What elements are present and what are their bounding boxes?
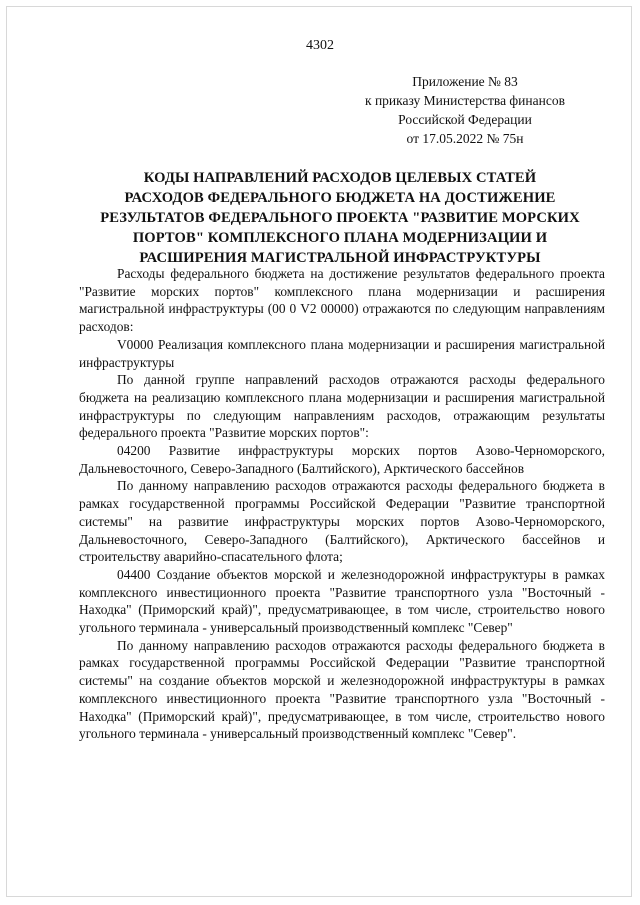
title-line: РАСШИРЕНИЯ МАГИСТРАЛЬНОЙ ИНФРАСТРУКТУРЫ [139, 250, 541, 266]
title-line: РАСХОДОВ ФЕДЕРАЛЬНОГО БЮДЖЕТА НА ДОСТИЖЕНИЕ [124, 190, 556, 206]
description-paragraph: По данному направлению расходов отражаются расходы федерального бюджета в рамках государственной программы Российской Федерации "Развитие транспортной системы" на создание объектов морской и железнодорожной инфраструктуры в рамках комплексного инвестиционного проекта "Развитие транспортного узла "Восточный - Находка" (Приморский край)", предусматривающее, в том числе, строительство нового угольного терминала - универсальный производственный комплекс "Север". [79, 637, 605, 742]
document-body [79, 265, 605, 743]
description-paragraph: По данному направлению расходов отражаются расходы федерального бюджета в рамках государственной программы Российской Федерации "Развитие транспортной системы" на развитие инфраструктуры морских портов Азово-Черноморского, Дальневосточного, Северо-Западного (Балтийского), Арктического бассейнов и строительству аварийно-спасательного флота; [79, 478, 605, 565]
title-line: КОДЫ НАПРАВЛЕНИЙ РАСХОДОВ ЦЕЛЕВЫХ СТАТЕЙ [143, 170, 537, 186]
appendix-line: Приложение № 83 [412, 74, 518, 89]
code-heading-04200: 04200 Развитие инфраструктуры морских портов Азово-Черноморского, Дальневосточного, Северо-Западного (Балтийского), Арктического бассейнов [79, 443, 605, 476]
title-line: ПОРТОВ" КОМПЛЕКСНОГО ПЛАНА МОДЕРНИЗАЦИИ И [132, 230, 548, 246]
appendix-line: Российской Федерации [398, 112, 532, 127]
intro-paragraph: Расходы федерального бюджета на достижение результатов федерального проекта "Развитие морских портов" комплексного плана модернизации и расширения магистральной инфраструктуры (00 0 V2 00000) отражаются по следующим направлениям расходов: [79, 266, 605, 335]
appendix-block [330, 72, 600, 148]
appendix-line: от 17.05.2022 № 75н [406, 131, 524, 146]
page-number: 4302 [306, 38, 334, 53]
code-heading-04400: 04400 Создание объектов морской и железнодорожной инфраструктуры в рамках комплексного инвестиционного проекта "Развитие транспортного узла "Восточный - Находка" (Приморский край)", предусматривающее, в том числе, строительство нового угольного терминала - универсальный производственный комплекс "Север" [79, 566, 605, 636]
description-paragraph: По данной группе направлений расходов отражаются расходы федерального бюджета на реализацию комплексного плана модернизации и расширения магистральной инфраструктуры по следующим направлениям расходов, отражающим результаты федерального проекта "Развитие морских портов": [79, 372, 605, 441]
appendix-line: к приказу Министерства финансов [365, 93, 565, 108]
document-title [60, 168, 620, 268]
title-line: РЕЗУЛЬТАТОВ ФЕДЕРАЛЬНОГО ПРОЕКТА "РАЗВИТИЕ МОРСКИХ [100, 210, 580, 226]
code-heading-v0000: V0000 Реализация комплексного плана модернизации и расширения магистральной инфраструктуры [79, 336, 605, 370]
